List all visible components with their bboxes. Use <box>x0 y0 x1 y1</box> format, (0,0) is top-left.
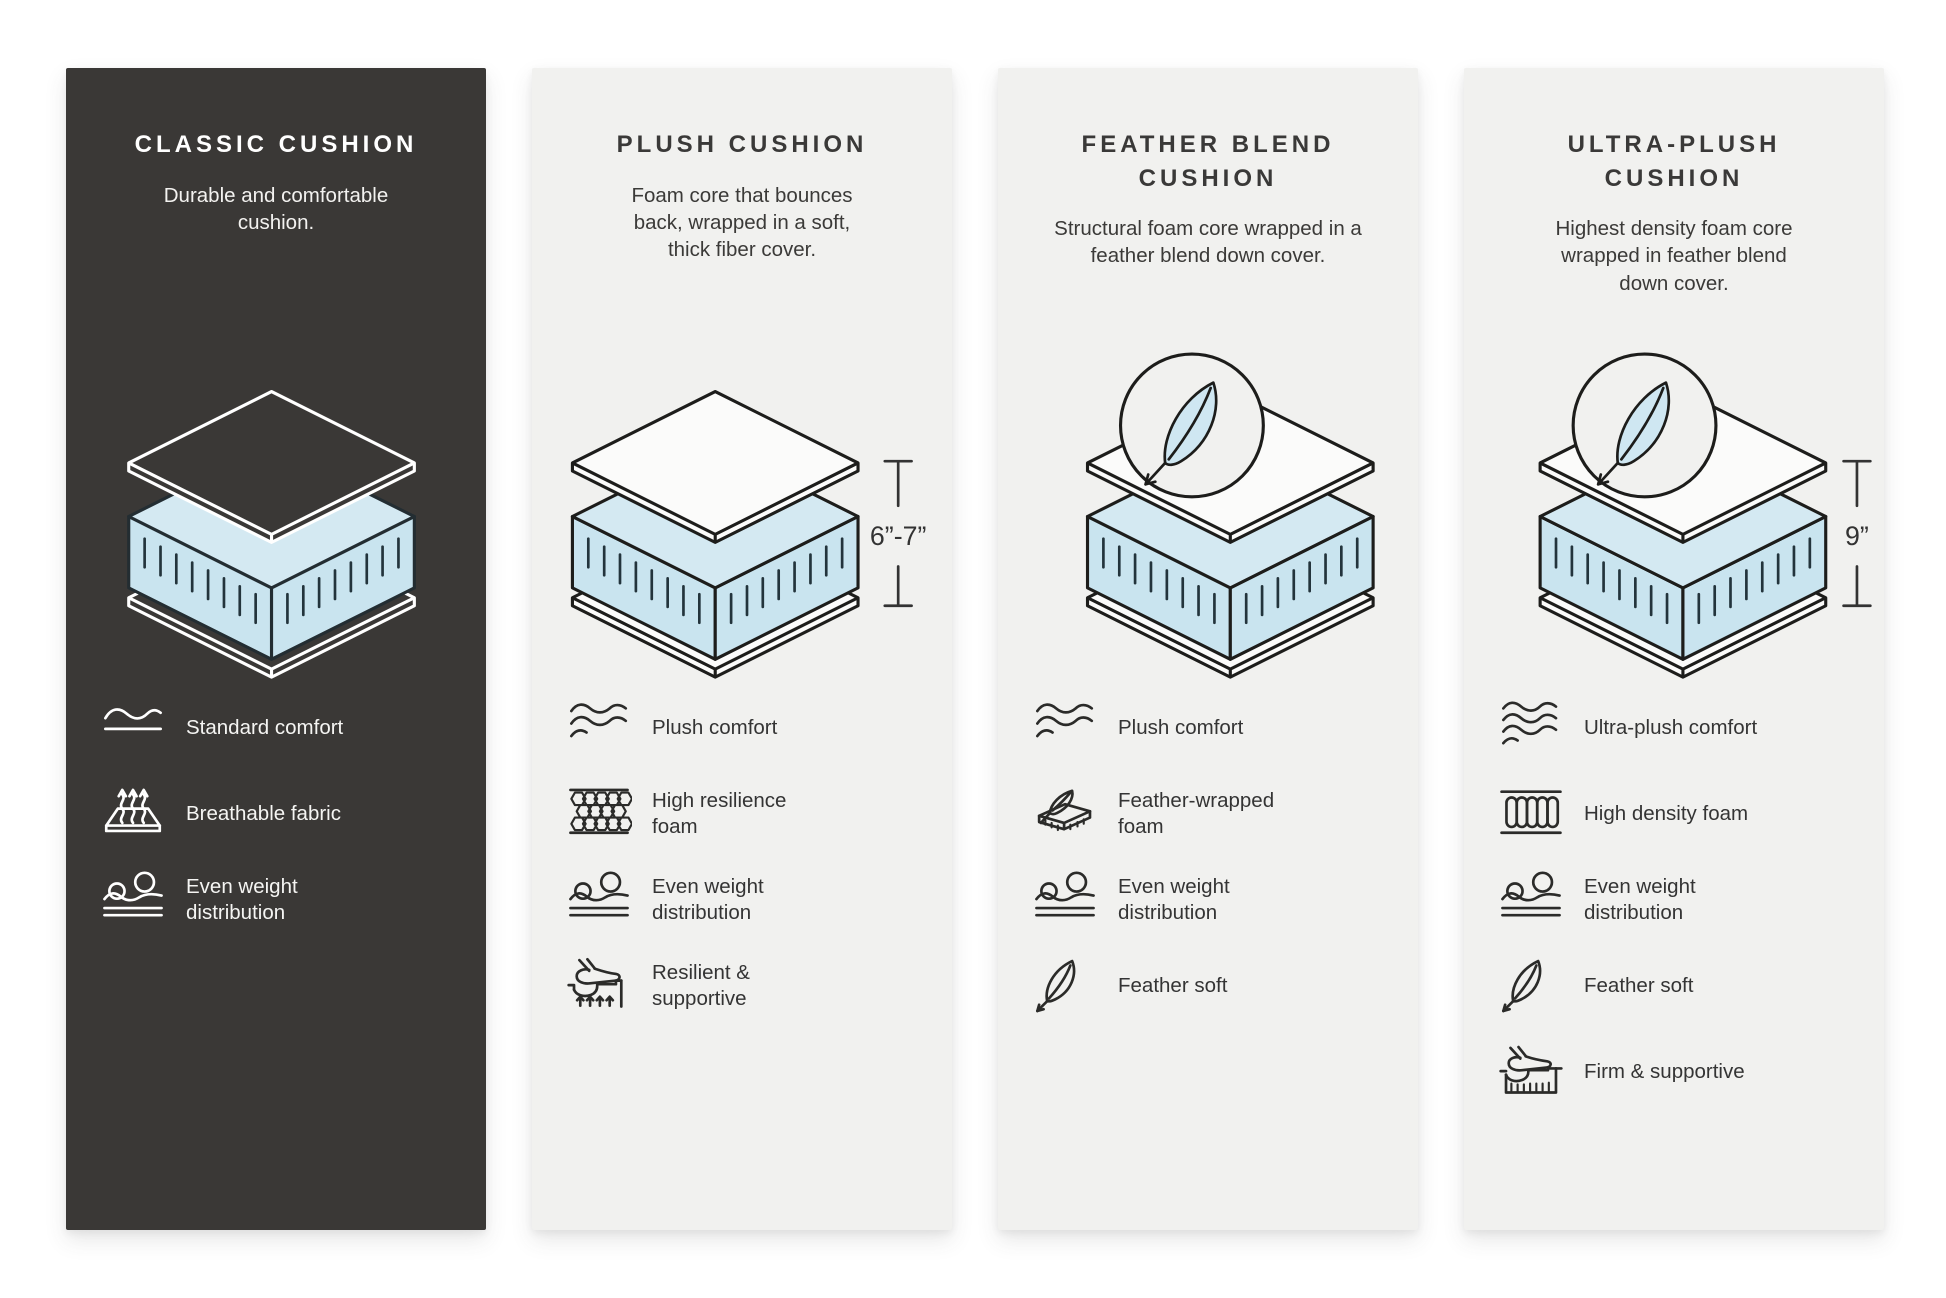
feature-list <box>1026 696 1390 1018</box>
feature-label: Feather soft <box>1584 974 1694 998</box>
double-wave-icon <box>566 699 632 757</box>
feature-label: Feather-wrapped foam <box>1118 789 1275 838</box>
panel-header <box>94 128 458 338</box>
foot-resilient-icon <box>566 957 632 1015</box>
cushion-illustration <box>66 338 486 695</box>
panel-description: Highest density foam core wrapped in feather blend down cover. <box>1555 217 1793 295</box>
feature-label: Breathable fabric <box>186 802 341 826</box>
feature-list <box>560 696 924 1018</box>
feature-item <box>566 868 924 932</box>
feather-icon <box>1032 957 1098 1015</box>
feature-label: Plush comfort <box>652 716 778 740</box>
panel-plush-cushion <box>532 68 952 1230</box>
cushion-illustration <box>998 338 1418 695</box>
feature-list <box>1492 696 1856 1104</box>
feature-label: High density foam <box>1584 802 1749 826</box>
foot-firm-icon <box>1498 1043 1564 1101</box>
cushion-diagram <box>560 338 927 696</box>
feature-item <box>1032 696 1390 760</box>
feature-list <box>94 696 458 932</box>
panel-header <box>1026 128 1390 338</box>
feature-item <box>1498 1040 1856 1104</box>
coil-foam-icon <box>1498 785 1564 843</box>
feature-label: Even weight distribution <box>1118 875 1230 924</box>
feature-item <box>1032 954 1390 1018</box>
panel-classic-cushion <box>66 68 486 1230</box>
breathable-fabric-icon <box>100 785 166 843</box>
feature-label: Feather soft <box>1118 974 1228 998</box>
even-weight-icon <box>1498 871 1564 929</box>
feature-label: Ultra-plush comfort <box>1584 716 1758 740</box>
even-weight-icon <box>566 871 632 929</box>
double-wave-icon <box>1032 699 1098 757</box>
panel-description: Durable and comfortable cushion. <box>163 183 389 234</box>
feature-item <box>566 954 924 1018</box>
height-measurement <box>1844 461 1871 606</box>
honeycomb-foam-icon <box>566 785 632 843</box>
feature-item <box>1032 868 1390 932</box>
cushion-diagram <box>1492 338 1869 696</box>
feather-icon <box>1498 957 1564 1015</box>
panel-description: Foam core that bounces back, wrapped in a soft, thick fiber cover. <box>631 183 853 262</box>
panel-description: Structural foam core wrapped in a feather blend down cover. <box>1054 217 1362 268</box>
feature-item <box>1498 954 1856 1018</box>
panel-title: ULTRA-PLUSH CUSHION <box>1567 131 1781 192</box>
feature-label: Even weight distribution <box>1584 875 1696 924</box>
feature-item <box>100 868 458 932</box>
feather-badge-icon <box>1121 354 1264 497</box>
triple-wave-icon <box>1498 699 1564 757</box>
feature-item <box>566 696 924 760</box>
feather-foam-icon <box>1032 785 1098 843</box>
feature-label: Firm & supportive <box>1584 1060 1745 1084</box>
feather-badge-icon <box>1573 354 1716 497</box>
feature-item <box>1498 868 1856 932</box>
feature-label: Standard comfort <box>186 716 344 740</box>
feature-label: Even weight distribution <box>652 875 764 924</box>
feature-label: Resilient & supportive <box>652 961 750 1010</box>
panel-feather-blend-cushion <box>998 68 1418 1230</box>
panel-title: PLUSH CUSHION <box>616 131 868 158</box>
cushion-illustration <box>1464 338 1884 695</box>
panel-header <box>560 128 924 338</box>
feature-item <box>566 782 924 846</box>
height-measurement-label: 9” <box>1845 521 1869 552</box>
panel-header <box>1492 128 1856 338</box>
cushion-diagram <box>94 338 458 696</box>
height-measurement-label: 6”-7” <box>869 521 927 552</box>
panel-title: FEATHER BLEND CUSHION <box>1081 131 1335 192</box>
feature-label: Plush comfort <box>1118 716 1244 740</box>
height-measurement <box>870 461 927 606</box>
single-wave-icon <box>100 699 166 757</box>
panel-title: CLASSIC CUSHION <box>134 131 418 158</box>
cushion-illustration <box>532 338 952 695</box>
feature-item <box>1498 696 1856 760</box>
feature-item <box>1032 782 1390 846</box>
feature-item <box>1498 782 1856 846</box>
cushion-diagram <box>1026 338 1390 696</box>
feature-item <box>100 696 458 760</box>
even-weight-icon <box>1032 871 1098 929</box>
even-weight-icon <box>100 871 166 929</box>
feature-label: High resilience foam <box>652 789 787 838</box>
panel-ultra-plush-cushion <box>1464 68 1884 1230</box>
feature-item <box>100 782 458 846</box>
feature-label: Even weight distribution <box>186 875 298 924</box>
